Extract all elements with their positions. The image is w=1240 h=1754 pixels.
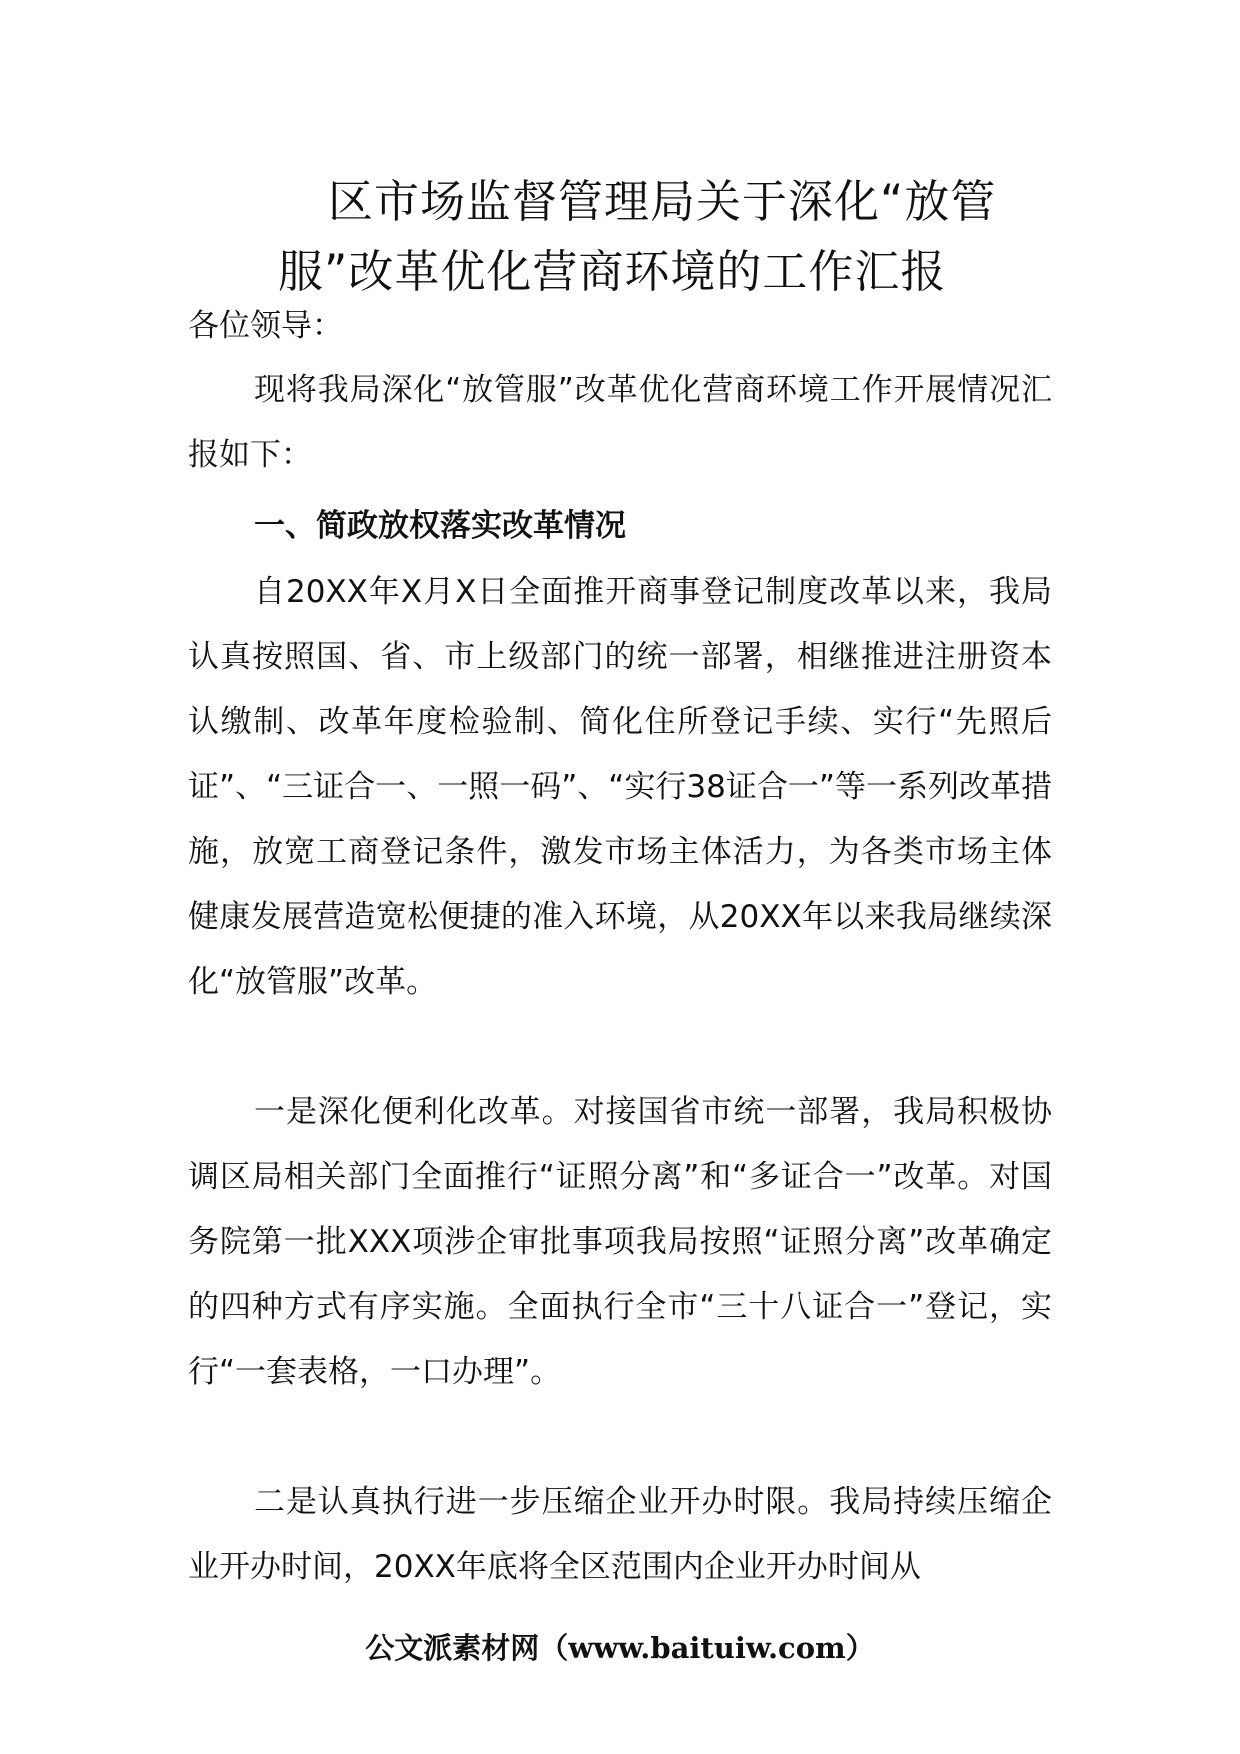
footer-watermark: 公文派素材网（www.baituiw.com） — [365, 1631, 875, 1665]
document-title-line-1: 区市场监督管理局关于深化“放管 — [328, 175, 997, 228]
document-title-line-2: 服”改革优化营商环境的工作汇报 — [278, 245, 947, 298]
section-heading-1: 一、简政放权落实改革情况 — [254, 508, 626, 544]
salutation: 各位领导： — [188, 308, 343, 344]
intro-paragraph: 现将我局深化“放管服”改革优化营商环境工作开展情况汇报如下： — [188, 372, 1052, 473]
paragraph-reform-history: 自20XX年X月X日全面推开商事登记制度改革以来，我局认真按照国、省、市上级部门的统一部署，相继推进注册资本认缴制、改革年度检验制、简化住所登记手续、实行“先照后证”、“三证合一、一照一码”、“实行38证合一”等一系列改革措施，放宽工商登记条件，激发市场主体活力，为各类市场主体健康发展营造宽松便捷的准入环境，从20XX年以来我局继续深化“放管服”改革。 — [188, 574, 1052, 1000]
paragraph-startup-time: 二是认真执行进一步压缩企业开办时限。我局持续压缩企业开办时间，20XX年底将全区范围内企业开办时间从 — [188, 1484, 1052, 1585]
paragraph-facilitation-reform: 一是深化便利化改革。对接国省市统一部署，我局积极协调区局相关部门全面推行“证照分离”和“多证合一”改革。对国务院第一批XXX项涉企审批事项我局按照“证照分离”改革确定的四种方式有序实施。全面执行全市“三十八证合一”登记，实行“一套表格，一口办理”。 — [188, 1094, 1052, 1390]
